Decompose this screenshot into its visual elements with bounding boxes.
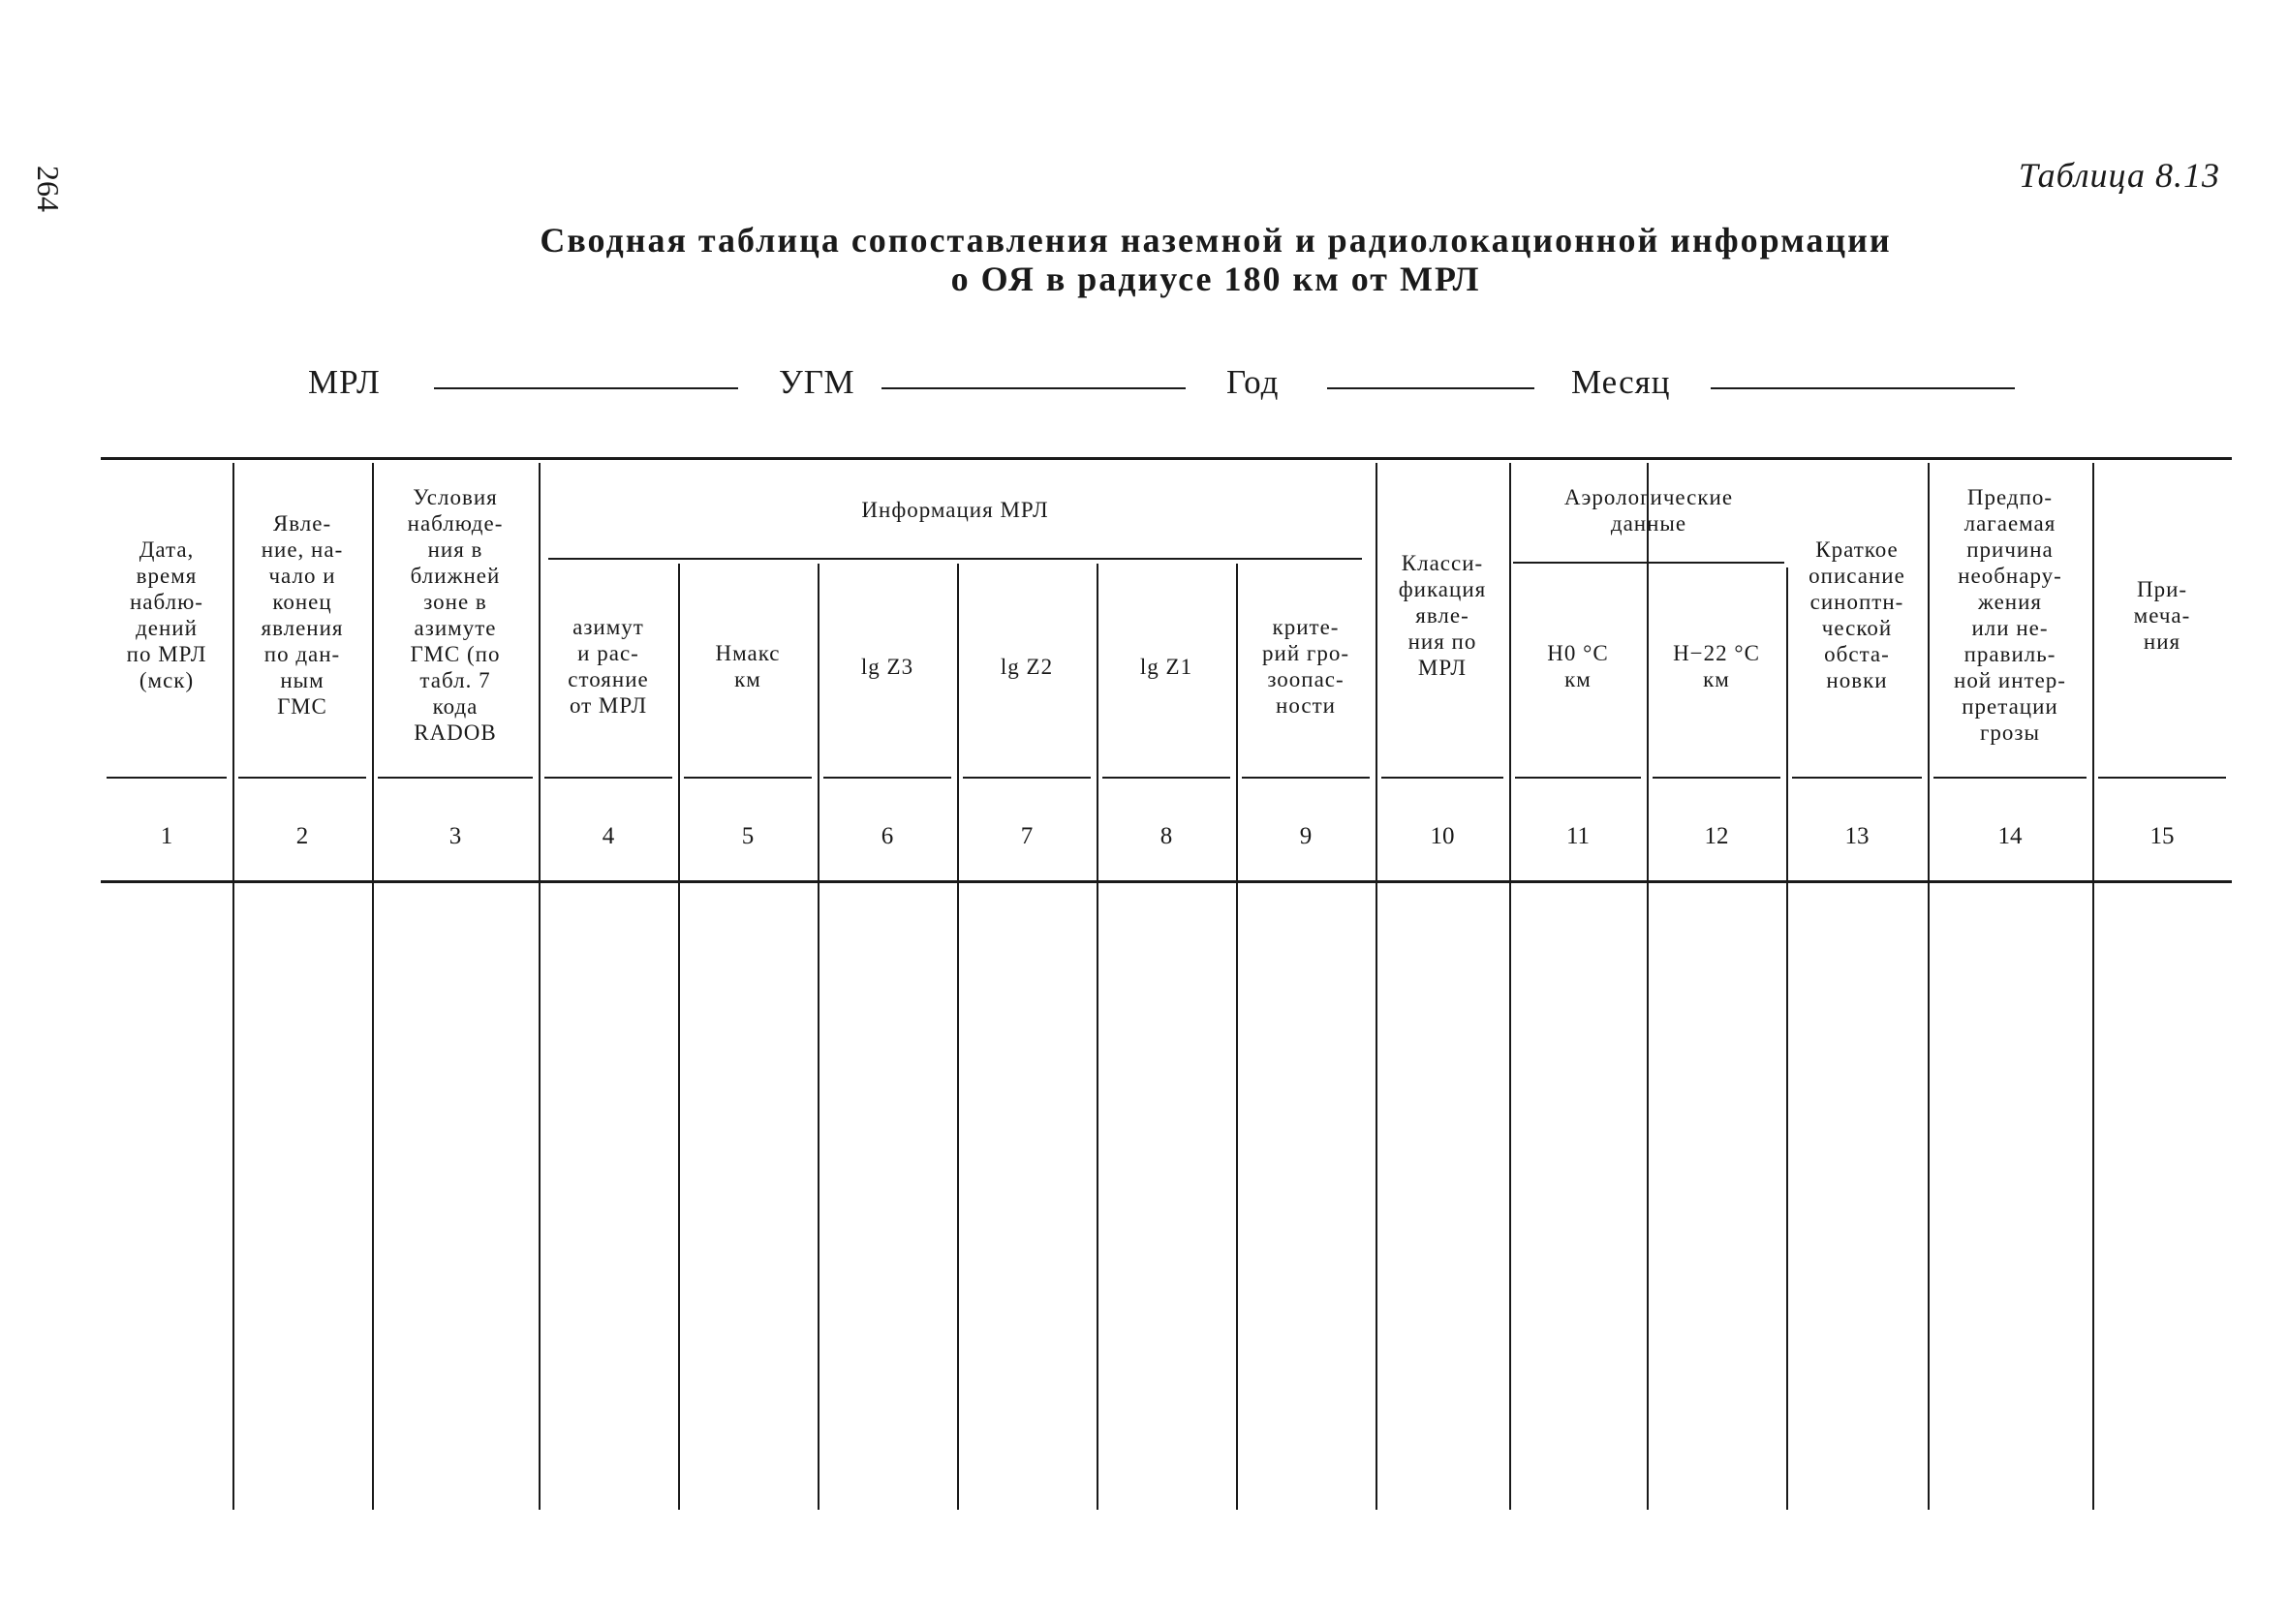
entry-cell-col-7[interactable] bbox=[960, 885, 1094, 1505]
mrl-field-label: МРЛ bbox=[308, 363, 381, 401]
column-header-9: крите- рий гро- зоопас- ности bbox=[1262, 615, 1349, 718]
column-rule-top-10 bbox=[1381, 777, 1503, 779]
column-rule-top-3 bbox=[378, 777, 533, 779]
group-header-aerological: Аэрологические данные bbox=[1563, 485, 1734, 536]
year-field-label: Год bbox=[1226, 363, 1280, 401]
column-rule-top-2 bbox=[238, 777, 366, 779]
ugm-field-label: УГМ bbox=[779, 363, 855, 401]
entry-cell-col-15[interactable] bbox=[2095, 885, 2229, 1505]
entry-cell-col-9[interactable] bbox=[1239, 885, 1373, 1505]
column-header-8: lg Z1 bbox=[1139, 654, 1193, 679]
entry-cell-col-1[interactable] bbox=[104, 885, 230, 1505]
entry-cell-col-13[interactable] bbox=[1789, 885, 1925, 1505]
column-rule-top-7 bbox=[963, 777, 1091, 779]
column-number-6: 6 bbox=[881, 823, 894, 849]
column-header-2: Явле- ние, на- чало и конец явления по дан- ным ГМС bbox=[261, 511, 344, 719]
column-header-11: H0 °C км bbox=[1547, 641, 1609, 691]
column-number-11: 11 bbox=[1565, 823, 1591, 849]
column-rule-top-14 bbox=[1933, 777, 2087, 779]
column-number-5: 5 bbox=[741, 823, 755, 849]
entry-cell-col-3[interactable] bbox=[375, 885, 536, 1505]
column-header-12: H−22 °C км bbox=[1673, 641, 1760, 691]
column-rule-top-13 bbox=[1792, 777, 1922, 779]
summary-table bbox=[101, 457, 2232, 1510]
table-label: Таблица 8.13 bbox=[2018, 156, 2220, 195]
header-bottom-rule bbox=[101, 880, 2232, 883]
column-header-1: Дата, время наблю- дений по МРЛ (мск) bbox=[126, 537, 207, 692]
column-header-14: Предпо- лагаемая причина необнару- жения или не- правиль- ной интер- претации грозы bbox=[1954, 485, 2066, 745]
column-rule-top-9 bbox=[1242, 777, 1370, 779]
column-header-15: При- меча- ния bbox=[2133, 576, 2191, 654]
entry-cell-col-14[interactable] bbox=[1931, 885, 2089, 1505]
column-header-6: lg Z3 bbox=[860, 654, 914, 679]
column-header-3: Условия наблюде- ния в ближней зоне в азимуте ГМС (по табл. 7 кода RADOB bbox=[407, 485, 504, 745]
column-number-12: 12 bbox=[1704, 823, 1729, 849]
column-rule-top-4 bbox=[544, 777, 672, 779]
month-field-label: Месяц bbox=[1571, 363, 1671, 401]
entry-cell-col-4[interactable] bbox=[541, 885, 675, 1505]
column-header-7: lg Z2 bbox=[1000, 654, 1054, 679]
column-number-10: 10 bbox=[1430, 823, 1455, 849]
column-number-8: 8 bbox=[1159, 823, 1173, 849]
column-rule-top-5 bbox=[684, 777, 812, 779]
aerological-underline bbox=[1513, 562, 1784, 564]
column-header-5: Hмакс км bbox=[715, 641, 781, 691]
table-title-line-2: о ОЯ в радиусе 180 км от МРЛ bbox=[950, 260, 1481, 298]
year-field-blank[interactable] bbox=[1327, 387, 1534, 389]
column-number-13: 13 bbox=[1844, 823, 1870, 849]
column-header-13: Краткое описание синоптн- ческой обста- новки bbox=[1809, 537, 1905, 692]
month-field-blank[interactable] bbox=[1711, 387, 2015, 389]
column-number-9: 9 bbox=[1299, 823, 1313, 849]
column-header-4: азимут и рас- стояние от МРЛ bbox=[568, 615, 649, 718]
column-number-1: 1 bbox=[160, 823, 173, 849]
entry-cell-col-11[interactable] bbox=[1512, 885, 1644, 1505]
column-rule-top-11 bbox=[1515, 777, 1641, 779]
column-rule-top-8 bbox=[1102, 777, 1230, 779]
column-number-3: 3 bbox=[448, 823, 462, 849]
column-number-2: 2 bbox=[295, 823, 309, 849]
entry-cell-col-12[interactable] bbox=[1650, 885, 1783, 1505]
entry-cell-col-5[interactable] bbox=[681, 885, 815, 1505]
ugm-field-blank[interactable] bbox=[881, 387, 1186, 389]
group-header-mrl-info: Информация МРЛ bbox=[861, 497, 1049, 522]
mrl-field-blank[interactable] bbox=[434, 387, 738, 389]
table-title bbox=[407, 221, 2025, 298]
entry-cell-col-8[interactable] bbox=[1099, 885, 1233, 1505]
page-number: 264 bbox=[31, 166, 66, 212]
mrl-info-underline bbox=[548, 558, 1362, 560]
column-number-14: 14 bbox=[1997, 823, 2023, 849]
column-rule-top-1 bbox=[107, 777, 227, 779]
entry-cell-col-2[interactable] bbox=[235, 885, 369, 1505]
column-rule-top-12 bbox=[1653, 777, 1780, 779]
table-top-rule bbox=[101, 457, 2232, 460]
column-rule-top-6 bbox=[823, 777, 951, 779]
entry-cell-col-10[interactable] bbox=[1378, 885, 1506, 1505]
column-number-4: 4 bbox=[602, 823, 615, 849]
column-number-15: 15 bbox=[2149, 823, 2175, 849]
entry-cell-col-6[interactable] bbox=[820, 885, 954, 1505]
column-header-10: Класси- фикация явле- ния по МРЛ bbox=[1398, 550, 1487, 680]
table-title-line-1: Сводная таблица сопоставления наземной и радиолокационной информации bbox=[540, 221, 1892, 260]
column-rule-top-15 bbox=[2098, 777, 2226, 779]
column-number-7: 7 bbox=[1020, 823, 1034, 849]
